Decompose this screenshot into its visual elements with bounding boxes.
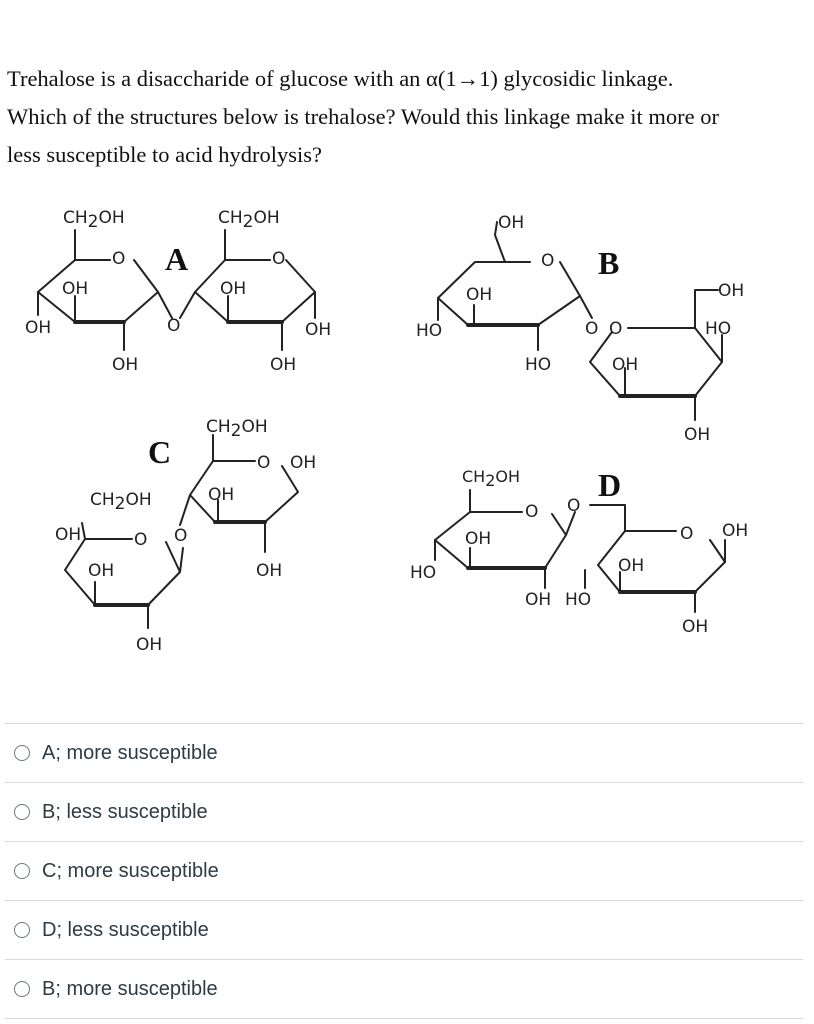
c-ring-o-bottom: O: [134, 530, 148, 550]
option-label: C; more susceptible: [42, 859, 219, 882]
b-ho-3: HO: [525, 355, 552, 375]
a-ring-o-left: O: [112, 249, 126, 269]
c-ch2oh-top: CH2OH: [206, 417, 268, 441]
radio-button[interactable]: [14, 863, 30, 879]
c-glycosidic-o: O: [174, 526, 188, 546]
radio-button[interactable]: [14, 922, 30, 938]
option-d-less[interactable]: [5, 900, 803, 959]
question-line-1: Trehalose is a disaccharide of glucose with an α(1→1) glycosidic linkage.: [7, 66, 674, 91]
a-oh-6: OH: [270, 355, 297, 375]
option-b-more[interactable]: [5, 959, 803, 1019]
c-oh-3: OH: [55, 525, 82, 545]
d-ring-o-left: O: [525, 502, 539, 522]
c-oh-5: OH: [256, 561, 283, 581]
structure-b-right-ring: [590, 290, 722, 420]
question-line-2: Which of the structures below is trehalose? Would this linkage make it more or: [7, 104, 719, 129]
a-ch2oh-left: CH2OH: [63, 208, 125, 232]
b-oh-top: OH: [498, 213, 525, 233]
a-oh-1: OH: [62, 279, 89, 299]
c-ch2oh-bottom: CH2OH: [90, 490, 152, 514]
structure-c-label: C: [148, 434, 172, 470]
structure-a-label: A: [165, 241, 189, 277]
b-ring-o-left: O: [541, 251, 555, 271]
d-oh-4: OH: [525, 590, 552, 610]
b-ring-o-right: O: [609, 319, 623, 339]
b-oh-1: OH: [466, 285, 493, 305]
d-oh-1: OH: [722, 521, 749, 541]
structure-d-label: D: [598, 467, 622, 503]
a-oh-4: OH: [305, 320, 332, 340]
d-oh-5: OH: [682, 617, 709, 637]
structure-b-label: B: [598, 245, 620, 281]
b-oh-2: OH: [718, 281, 745, 301]
c-ring-o-top: O: [257, 453, 271, 473]
option-label: B; more susceptible: [42, 977, 218, 1000]
a-oh-5: OH: [112, 355, 139, 375]
c-oh-2: OH: [208, 485, 235, 505]
option-c-more[interactable]: [5, 841, 803, 900]
radio-button[interactable]: [14, 745, 30, 761]
option-label: D; less susceptible: [42, 918, 209, 941]
b-oh-3: OH: [612, 355, 639, 375]
b-ho-1: HO: [416, 321, 443, 341]
structure-c-bottom-ring: [65, 523, 183, 628]
a-oh-2: OH: [220, 279, 247, 299]
question-line-3: less susceptible to acid hydrolysis?: [7, 142, 322, 167]
b-oh-4: OH: [684, 425, 711, 445]
structure-b-left-ring: [438, 222, 592, 350]
structure-c-top-ring: [180, 435, 298, 552]
structure-d-right-ring: [585, 505, 725, 612]
b-glycosidic-o: O: [585, 319, 599, 339]
d-oh-3: OH: [618, 556, 645, 576]
option-a-more[interactable]: [5, 723, 803, 782]
answer-options: [5, 723, 803, 1019]
a-ch2oh-right: CH2OH: [218, 208, 280, 232]
question-text: [7, 60, 807, 174]
a-oh-3: OH: [25, 318, 52, 338]
d-ho-2: HO: [565, 590, 592, 610]
structure-a-left-ring: [38, 230, 172, 350]
structures-figure: [0, 195, 814, 665]
b-ho-2: HO: [705, 319, 732, 339]
c-oh-1: OH: [290, 453, 317, 473]
radio-button[interactable]: [14, 981, 30, 997]
a-glycosidic-o: O: [167, 316, 181, 336]
option-label: B; less susceptible: [42, 800, 208, 823]
structure-a-right-ring: [180, 230, 315, 350]
option-label: A; more susceptible: [42, 741, 218, 764]
d-oh-2: OH: [465, 529, 492, 549]
d-ring-o-right: O: [680, 524, 694, 544]
structure-d-left-ring: [435, 490, 575, 588]
c-oh-6: OH: [136, 635, 163, 655]
d-ho-1: HO: [410, 563, 437, 583]
radio-button[interactable]: [14, 804, 30, 820]
d-ch2oh: CH2OH: [462, 467, 521, 490]
a-ring-o-right: O: [272, 249, 286, 269]
c-oh-4: OH: [88, 561, 115, 581]
option-b-less[interactable]: [5, 782, 803, 841]
d-glycosidic-o: O: [567, 496, 581, 516]
